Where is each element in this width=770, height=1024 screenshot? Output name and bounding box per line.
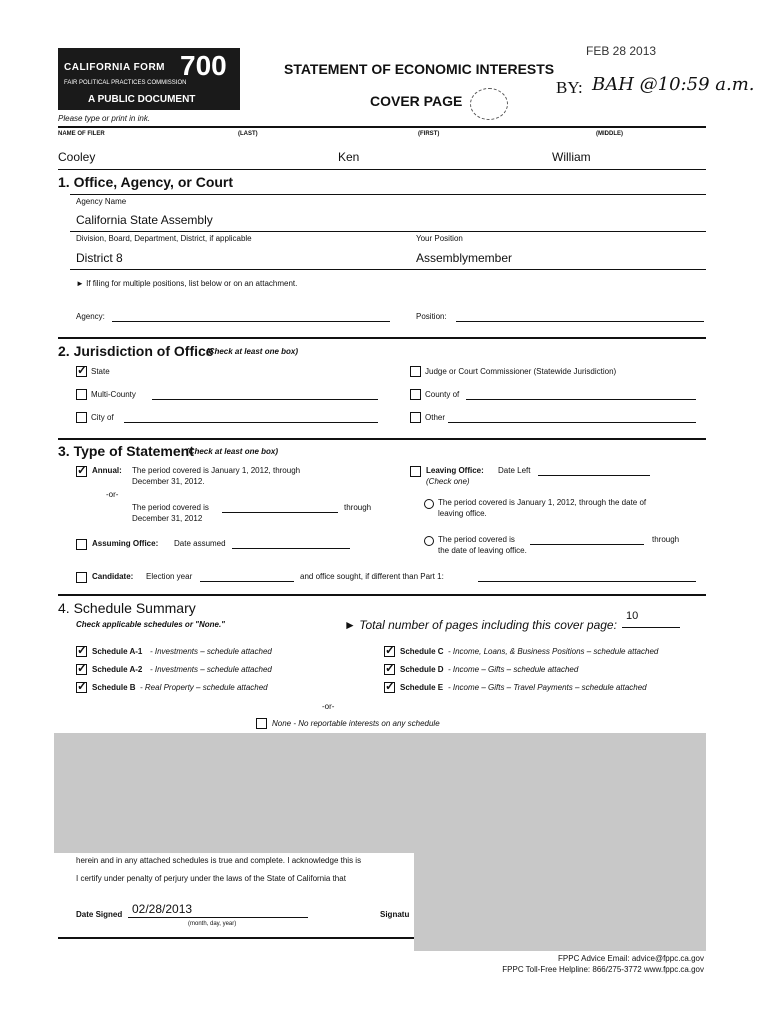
schedule-d-checkbox[interactable] xyxy=(384,664,395,675)
page-subtitle: COVER PAGE xyxy=(370,93,463,109)
division-field[interactable]: District 8 xyxy=(76,251,123,265)
state-label: State xyxy=(91,367,110,376)
candidate-checkbox[interactable] xyxy=(76,572,87,583)
agency-name-label: Agency Name xyxy=(76,197,127,206)
leaving-option2-text2: through xyxy=(652,535,680,544)
last-label: (LAST) xyxy=(238,131,258,137)
city-label: City of xyxy=(91,413,114,422)
section2-note: (Check at least one box) xyxy=(206,347,299,356)
section4-heading: 4. Schedule Summary xyxy=(58,600,196,616)
leaving-option2-text1: The period covered is xyxy=(438,535,515,544)
middle-label: (MIDDLE) xyxy=(596,131,623,137)
schedule-c-text: - Income, Loans, & Business Positions – schedule attached xyxy=(448,647,659,656)
judge-label: Judge or Court Commissioner (Statewide Jurisdiction) xyxy=(425,367,617,376)
section3-note: (Check at least one box) xyxy=(186,447,279,456)
leaving-option1-text2: leaving office. xyxy=(438,509,487,518)
date-signed-label: Date Signed xyxy=(76,910,123,919)
page-title: STATEMENT OF ECONOMIC INTERESTS xyxy=(284,61,555,77)
fppc-label: FAIR POLITICAL PRACTICES COMMISSION xyxy=(64,80,187,86)
assuming-office-checkbox[interactable] xyxy=(76,539,87,550)
none-label: None - No reportable interests on any schedule xyxy=(272,719,440,728)
agency-name-field[interactable]: California State Assembly xyxy=(76,213,213,227)
annual-text1: The period covered is January 1, 2012, through xyxy=(132,466,301,475)
section3-heading: 3. Type of Statement xyxy=(58,443,194,459)
schedule-a2-text: - Investments – schedule attached xyxy=(150,665,272,674)
schedule-e-checkbox[interactable] xyxy=(384,682,395,693)
leaving-office-checkbox[interactable] xyxy=(410,466,421,477)
schedule-a1-label: Schedule A-1 xyxy=(92,647,143,656)
annual-label: Annual: xyxy=(92,466,122,475)
filer-first-name[interactable]: Ken xyxy=(338,150,360,164)
leaving-check-one: (Check one) xyxy=(426,477,470,486)
footer-helpline: FPPC Toll-Free Helpline: 866/275-3772 www.fppc.ca.gov xyxy=(502,965,704,974)
received-stamp-date: FEB 28 2013 xyxy=(586,44,657,58)
county-label: County of xyxy=(425,390,460,399)
redaction-block-lower xyxy=(414,853,706,951)
schedule-c-label: Schedule C xyxy=(400,647,444,656)
annual-checkbox[interactable] xyxy=(76,466,87,477)
leaving-option1-text1: The period covered is January 1, 2012, through the date of xyxy=(438,498,647,507)
by-label: BY: xyxy=(556,78,583,97)
total-pages-label: ► Total number of pages including this cover page: xyxy=(344,618,617,632)
verification-line1: herein and in any attached schedules is true and complete. I acknowledge this is xyxy=(76,856,362,865)
assuming-office-label: Assuming Office: xyxy=(92,539,159,548)
schedule-e-label: Schedule E xyxy=(400,683,444,692)
schedule-c-checkbox[interactable] xyxy=(384,646,395,657)
annual-text4: through xyxy=(344,503,372,512)
schedule-d-text: - Income – Gifts – schedule attached xyxy=(448,665,579,674)
filer-last-name[interactable]: Cooley xyxy=(58,150,96,164)
leaving-office-text: Date Left xyxy=(498,466,531,475)
division-label: Division, Board, Department, District, if applicable xyxy=(76,234,252,243)
or-label-1: -or- xyxy=(106,490,119,499)
redaction-block-upper xyxy=(54,733,706,853)
multi-county-label: Multi-County xyxy=(91,390,136,399)
election-year-label: Election year xyxy=(146,572,193,581)
multiple-positions-note: ► If filing for multiple positions, list below or on an attachment. xyxy=(76,279,298,288)
by-handwriting: BAH @10:59 a.m. xyxy=(592,74,755,95)
other-checkbox[interactable] xyxy=(410,412,421,423)
none-checkbox[interactable] xyxy=(256,718,267,729)
assuming-office-text: Date assumed xyxy=(174,539,226,548)
first-label: (FIRST) xyxy=(418,131,440,137)
name-of-filer-label: NAME OF FILER xyxy=(58,131,105,137)
form-label: CALIFORNIA FORM xyxy=(64,62,166,73)
section4-note: Check applicable schedules or "None." xyxy=(76,620,225,629)
position-field[interactable]: Assemblymember xyxy=(416,251,513,265)
schedule-b-checkbox[interactable] xyxy=(76,682,87,693)
position2-label: Position: xyxy=(416,312,447,321)
form-number: 700 xyxy=(180,50,227,81)
your-position-label: Your Position xyxy=(416,234,463,243)
annual-text3: The period covered is xyxy=(132,503,209,512)
schedule-e-text: - Income – Gifts – Travel Payments – schedule attached xyxy=(448,683,647,692)
total-pages-value[interactable]: 10 xyxy=(626,610,639,622)
public-document-label: A PUBLIC DOCUMENT xyxy=(88,94,196,105)
leaving-office-label: Leaving Office: xyxy=(426,466,484,475)
filer-middle-name[interactable]: William xyxy=(552,150,591,164)
section2-heading: 2. Jurisdiction of Office xyxy=(58,343,214,359)
tm-stamp xyxy=(470,88,508,120)
position2-line[interactable] xyxy=(456,321,704,322)
schedule-a2-checkbox[interactable] xyxy=(76,664,87,675)
agency-line[interactable] xyxy=(112,321,390,322)
signature-label: Signatu xyxy=(380,910,410,919)
ink-instruction: Please type or print in ink. xyxy=(58,114,151,123)
city-checkbox[interactable] xyxy=(76,412,87,423)
agency-label: Agency: xyxy=(76,312,105,321)
office-sought-label: and office sought, if different than Part 1: xyxy=(300,572,444,581)
leaving-option2-text3: the date of leaving office. xyxy=(438,546,527,555)
annual-text2: December 31, 2012. xyxy=(132,477,205,486)
candidate-label: Candidate: xyxy=(92,572,134,581)
state-checkbox[interactable] xyxy=(76,366,87,377)
date-signed-value[interactable]: 02/28/2013 xyxy=(132,902,193,916)
schedule-a2-label: Schedule A-2 xyxy=(92,665,143,674)
verification-line2: I certify under penalty of perjury under the laws of the State of California that xyxy=(76,874,346,883)
schedule-a1-text: - Investments – schedule attached xyxy=(150,647,272,656)
footer-advice-email: FPPC Advice Email: advice@fppc.ca.gov xyxy=(558,954,704,963)
multi-county-checkbox[interactable] xyxy=(76,389,87,400)
other-label: Other xyxy=(425,413,446,422)
schedule-b-text: - Real Property – schedule attached xyxy=(140,683,268,692)
schedule-b-label: Schedule B xyxy=(92,683,136,692)
judge-checkbox[interactable] xyxy=(410,366,421,377)
annual-text5: December 31, 2012 xyxy=(132,514,203,523)
or-label-2: -or- xyxy=(322,702,335,711)
leaving-option1-radio[interactable] xyxy=(424,499,434,509)
county-checkbox[interactable] xyxy=(410,389,421,400)
date-format-label: (month, day, year) xyxy=(188,921,237,927)
section1-heading: 1. Office, Agency, or Court xyxy=(58,174,234,190)
leaving-option2-radio[interactable] xyxy=(424,536,434,546)
schedule-a1-checkbox[interactable] xyxy=(76,646,87,657)
schedule-d-label: Schedule D xyxy=(400,665,444,674)
